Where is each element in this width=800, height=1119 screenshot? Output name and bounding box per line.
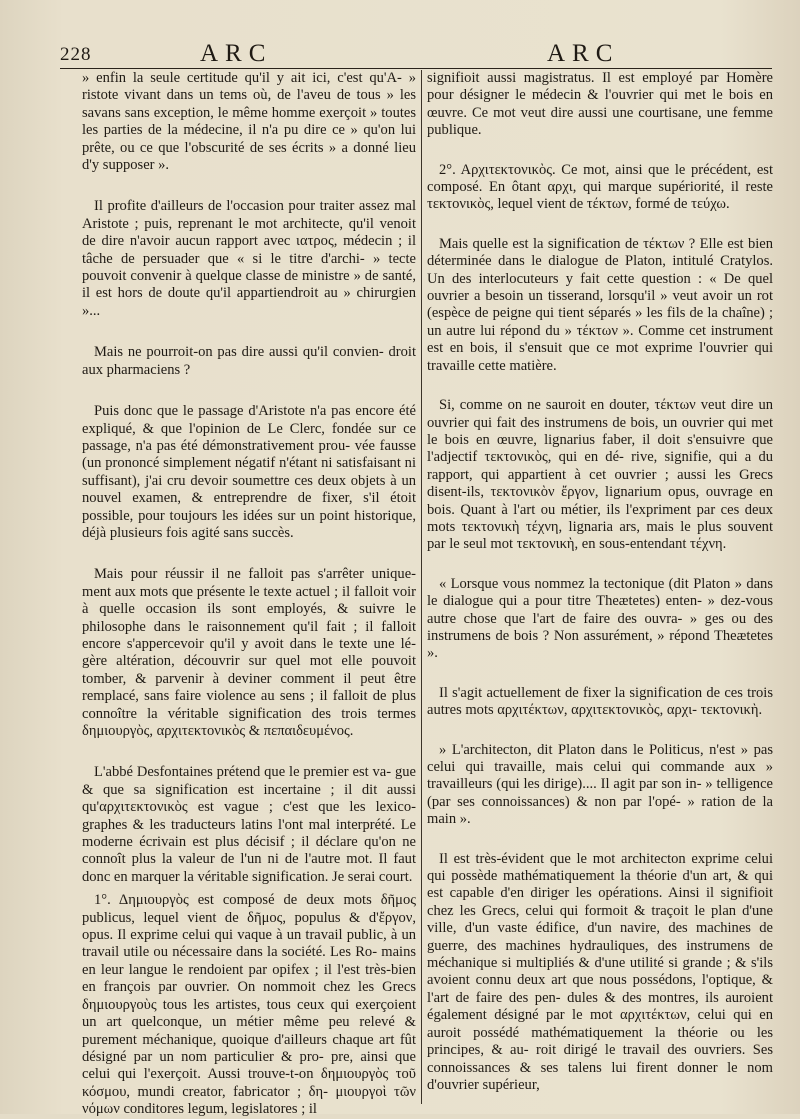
paragraph: » L'architecton, dit Platon dans le Politicus, n'est » pas celui qui travaille, mais celui qui commande aux » travailleurs (qui les dirige).... Il agit par son in- » telligence (par ses connoissances) & non par l'opé- » ration de la main ».	[427, 741, 773, 828]
paragraph: « Lorsque vous nommez la tectonique (dit Platon » dans le dialogue qui a pour titre Theætetes) enten- » dez-vous autre chose que l'art de faire des ouvra- » ges ou des instrumens de bois ? Non assurément, » répond Theætetes ».	[427, 575, 773, 662]
paragraph: Il profite d'ailleurs de l'occasion pour traiter assez mal Aristote ; puis, reprenant le mot architecte, qu'il venoit de dire n'avoir aucun rapport avec ιατρος, médecin ; il tâche de persuader que « si le titre d'archi- » tecte pouvoit convenir à quelque classe de ministre » de santé, il est hors de doute qu'il appartiendroit au » chirurgien »...	[82, 198, 416, 319]
left-column	[82, 70, 416, 1119]
paragraph: Mais ne pourroit-on pas dire aussi qu'il convien- droit aux pharmaciens ?	[82, 344, 416, 378]
paragraph: Il est très-évident que le mot architecton exprime celui qui possède mathématiquement la théorie d'un art, & qui est capable d'en diriger les opérations. Ainsi il signifioit chez les Grecs, celui qui formoit & traçoit le plan d'une ville, d'un vaste édifice, d'un navire, des machines de guerre, des machines hydrauliques, des instrumens de méchanique si multipliés & d'une utilité si grande ; & s'ils avoient connu deux art que nous possédons, l'optique, & l'art de faire des pen- dules & des montres, ils auroient également désigné par le mot αρχιτέκτων, celui qui en auroit possédé mathématiquement la théorie ou les principes, & au- roit dirigé le travail des ouvriers. Ses connoissances & ses talens lui firent donner le nom d'ouvrier supérieur,	[427, 850, 773, 1093]
right-running-head: ARC	[547, 40, 620, 67]
paragraph: Il s'agit actuellement de fixer la signification de ces trois autres mots αρχιτέκτων, αρχιτεκτονικὸς, αρχι- τεκτονικὴ.	[427, 684, 773, 719]
paragraph: Mais pour réussir il ne falloit pas s'arrêter unique- ment aux mots que présente le texte actuel ; il falloit voir à quelle occasion ils sont employés, & suivre le philosophe dans le raisonnement qu'il fait ; il falloit encore s'appercevoir qu'il y avoit dans le texte une lé- gère altération, découvrir sur quel mot elle pouvoit tomber, & parvenir à deviner comment il peut être remplacé, sans faire violence au sens ; il falloit de plus connoître la véritable signification des trois termes δημιουργὸς, αρχιτεκτονικὸς & πεπαιδευμένος.	[82, 566, 416, 739]
paragraph: » enfin la seule certitude qu'il y ait ici, c'est qu'A- » ristote vivant dans un tems où, de l'aveu de tous » les savans sans exception, le même homme exerçoit » toutes les parties de la médecine, il n'a pu dire ce » qu'on lui prête, ou ce que l'obscurité de ses écrits » a donné lieu d'y supposer ».	[82, 70, 416, 174]
left-running-head: ARC	[200, 40, 273, 67]
paragraph: Si, comme on ne sauroit en douter, τέκτων veut dire un ouvrier qui fait des instrumens de bois, un ouvrier qui met le bois en œuvre, lignarius faber, il doit s'ensuivre que l'adjectif τεκτονικὸς, qui en dé- rive, signifie, qui a du rapport, qui appartient à cet ouvrier ; aussi les Grecs disent-ils, τεκτονικὸν ἔργον, lignarium opus, ouvrage en bois. Quant à l'art ou métier, ils l'expriment par ces deux mots τεκτονικὴ τέχνη, lignaria ars, mais le plus souvent par le seul mot τεκτονικὴ, en sous-entendant τέχνη.	[427, 397, 773, 553]
paragraph: 2°. Αρχιτεκτονικὸς. Ce mot, ainsi que le précédent, est composé. En ôtant αρχι, qui marque supériorité, il reste τεκτονικὸς, lequel vient de τέκτων, formé de τεύχω.	[427, 161, 773, 213]
paragraph: L'abbé Desfontaines prétend que le premier est va- gue & que sa signification est incertaine ; il dit aussi qu'αρχιτεκτονικὸς est vague ; c'est que les lexico- graphes & les traducteurs latins l'ont mal interprété. Le moderne écrivain est plus décisif ; il déclare qu'on ne connoît plus la valeur de l'un ni de l'autre mot. Il faut donc en marquer la véritable signification. Je serai court.	[82, 764, 416, 885]
paragraph: Mais quelle est la signification de τέκτων ? Elle est bien déterminée dans le dialogue de Platon, intitulé Cratylos. Un des interlocuteurs y fait cette question : « De quel ouvrier a besoin un tisserand, lorsqu'il » veut avoir un rot (espèce de peigne qui tient séparés » les fils de la chaîne) ; un autre lui répond du » τέκτων ». Comme cet instrument est en bois, il s'ensuit que ce mot exprime l'ouvrier qui travaille cette matière.	[427, 235, 773, 374]
page-number: 228	[60, 44, 92, 65]
header-rule	[60, 68, 772, 69]
paragraph: Puis donc que le passage d'Aristote n'a pas encore été expliqué, & que l'opinion de Le Clerc, fondée sur ce passage, n'a pas été démonstrativement prou- vée fausse (un prononcé simplement négatif n'étant ni satisfaisant ni suffisant), j'ai cru devoir soumettre ces deux objets à un nouvel examen, & entreprendre de fixer, s'il étoit possible, pour toujours les idées sur un point historique, déjà plusieurs fois agité sans succès.	[82, 403, 416, 541]
page-header	[60, 40, 772, 70]
paragraph: signifioit aussi magistratus. Il est employé par Homère pour désigner le médecin & l'ouvrier qui met le bois en œuvre. Ce mot veut dire aussi une courtisane, une femme publique.	[427, 70, 773, 139]
column-divider	[421, 70, 422, 1104]
paragraph: 1°. Δημιουργὸς est composé de deux mots δῆμος publicus, lequel vient de δῆμος, populus & d'ἔργον, opus. Il exprime celui qui vaque à un travail public, à un travail utile ou nécessaire dans la société. Les Ro- mains en leur langue le rendoient par opifex ; il l'est très-bien en françois par ouvrier. On nommoit chez les Grecs δημιουργοὺς tous les artistes, tous ceux qui exerçoient un art quelconque, un métier même peu relevé & purement méchanique, quoique d'ailleurs chaque art fût désigné par un nom particulier & pro- pre, ainsi que celui qui l'exerçoit. Aussi trouve-t-on δημιουργὸς τοῦ κόσμου, mundi creator, fabricator ; δη- μιουργοὶ τῶν νόμων conditores legum, legislatores ; il	[82, 892, 416, 1118]
right-column	[427, 70, 773, 1094]
